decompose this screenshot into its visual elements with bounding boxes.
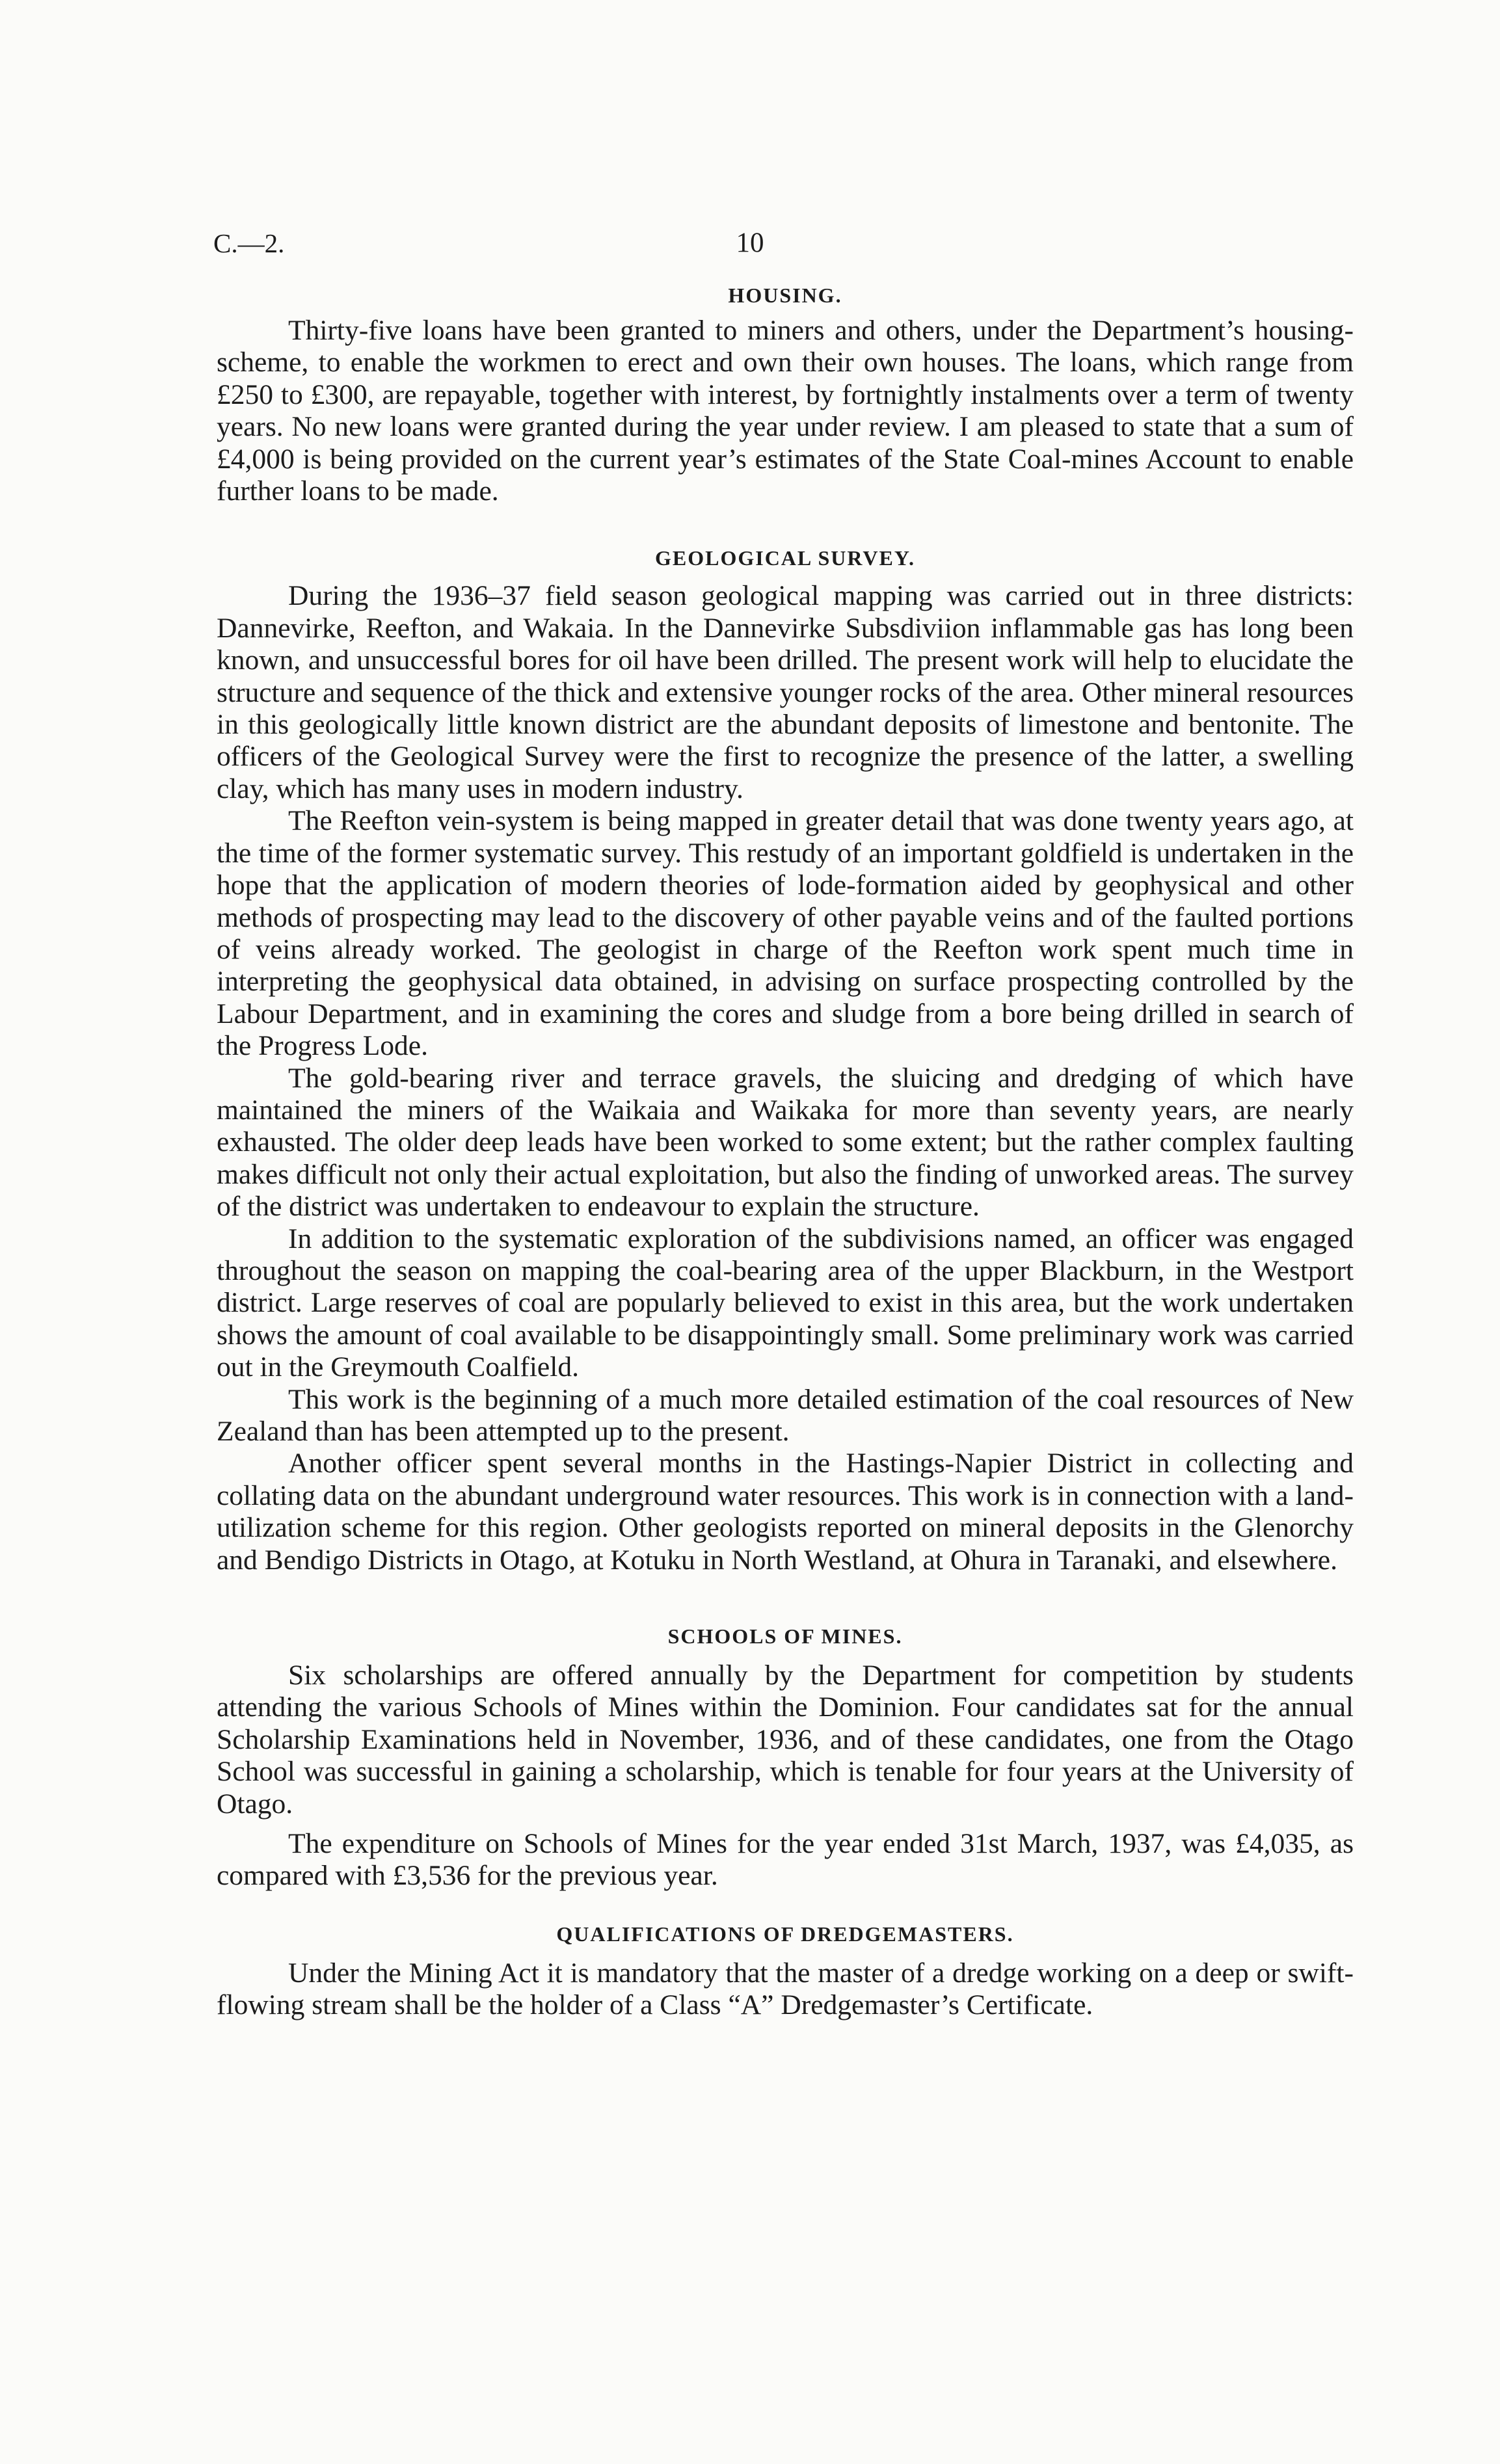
document-reference: C.—2. [213,228,285,258]
section-heading-qualifications-of-dredgemasters: QUALIFICATIONS OF DREDGEMASTERS. [556,1922,1014,1946]
paragraph: In addition to the systematic exploration of the subdivisions named, an officer was engaged throughout the season on mapping the coal-bearing area of the upper Blackburn, in the Westport district. Large reserves of coal are popularly believed to exist in this area, but the work undertaken shows the amount of coal available to be disappointingly small. Some preliminary work was carried out in the Greymouth Coalfield. [217,1223,1354,1383]
paragraph: The gold-bearing river and terrace gravels, the sluicing and dredging of which have maintained the miners of the Waikaia and Waikaka for more than seventy years, are nearly exhausted. The older deep leads have been worked to some extent; but the rather complex faulting makes difficult not only their actual exploitation, but also the finding of unworked areas. The survey of the district was undertaken to endeavour to explain the structure. [217,1062,1354,1223]
paragraph: Under the Mining Act it is mandatory that the master of a dredge working on a deep or swift-flowing stream shall be the holder of a Class “A” Dredgemaster’s Certificate. [217,1957,1354,2021]
paragraph: The Reefton vein-system is being mapped in greater detail that was done twenty years ago, at the time of the former systematic survey. This restudy of an important goldfield is undertaken in the hope that the application of modern theories of lode-formation aided by geophysical and other methods of prospecting may lead to the discovery of other payable veins and of the faulted portions of veins already worked. The geologist in charge of the Reefton work spent much time in interpreting the geophysical data obtained, in advising on surface prospecting controlled by the Labour Department, and in examining the cores and sludge from a bore being drilled in search of the Progress Lode. [217,805,1354,1062]
paragraph: Another officer spent several months in the Hastings-Napier District in collecting and collating data on the abundant underground water resources. This work is in connection with a land-utilization scheme for this region. Other geologists reported on mineral deposits in the Glenorchy and Bendigo Districts in Otago, at Kotuku in North Westland, at Ohura in Taranaki, and elsewhere. [217,1448,1354,1576]
paragraph: Thirty-five loans have been granted to miners and others, under the Department’s housing-scheme, to enable the workmen to erect and own their own houses. The loans, which range from £250 to £300, are repayable, together with interest, by fortnightly instalments over a term of twenty years. No new loans were granted during the year under review. I am pleased to state that a sum of £4,000 is being provided on the current year’s estimates of the State Coal-mines Account to enable further loans to be made. [217,315,1354,507]
section-qualifications-of-dredgemasters [217,1918,1354,2022]
section-schools-of-mines [217,1621,1354,1892]
section-heading-geological-survey: GEOLOGICAL SURVEY. [654,546,915,570]
page-number: 10 [736,228,764,258]
paragraph: Six scholarships are offered annually by the Department for competition by students attending the various Schools of Mines within the Dominion. Four candidates sat for the annual Scholarship Examinations held in November, 1936, and of these candidates, one from the Otago School was successful in gaining a scholarship, which is tenable for four years at the University of Otago. [217,1660,1354,1820]
section-heading-schools-of-mines: SCHOOLS OF MINES. [667,1624,903,1649]
paragraph: This work is the beginning of a much more detailed estimation of the coal resources of New Zealand than has been attempted up to the present. [217,1383,1354,1447]
paragraph: During the 1936–37 field season geological mapping was carried out in three districts: Dannevirke, Reefton, and Wakaia. In the Dannevirke Subsdiviion inflammable gas has long been known, and unsuccessful bores for oil have been drilled. The present work will help to elucidate the structure and sequence of the thick and extensive younger rocks of the area. Other mineral resources in this geologically little known district are the abundant deposits of limestone and bentonite. The officers of the Geological Survey were the first to recognize the presence of the latter, a swelling clay, which has many uses in modern industry. [217,580,1354,804]
document-body [217,280,1354,2022]
paragraph: The expenditure on Schools of Mines for the year ended 31st March, 1937, was £4,035, as compared with £3,536 for the previous year. [217,1828,1354,1892]
section-housing [217,280,1354,507]
section-heading-housing: HOUSING. [728,284,842,307]
section-geological-survey [217,542,1354,1576]
